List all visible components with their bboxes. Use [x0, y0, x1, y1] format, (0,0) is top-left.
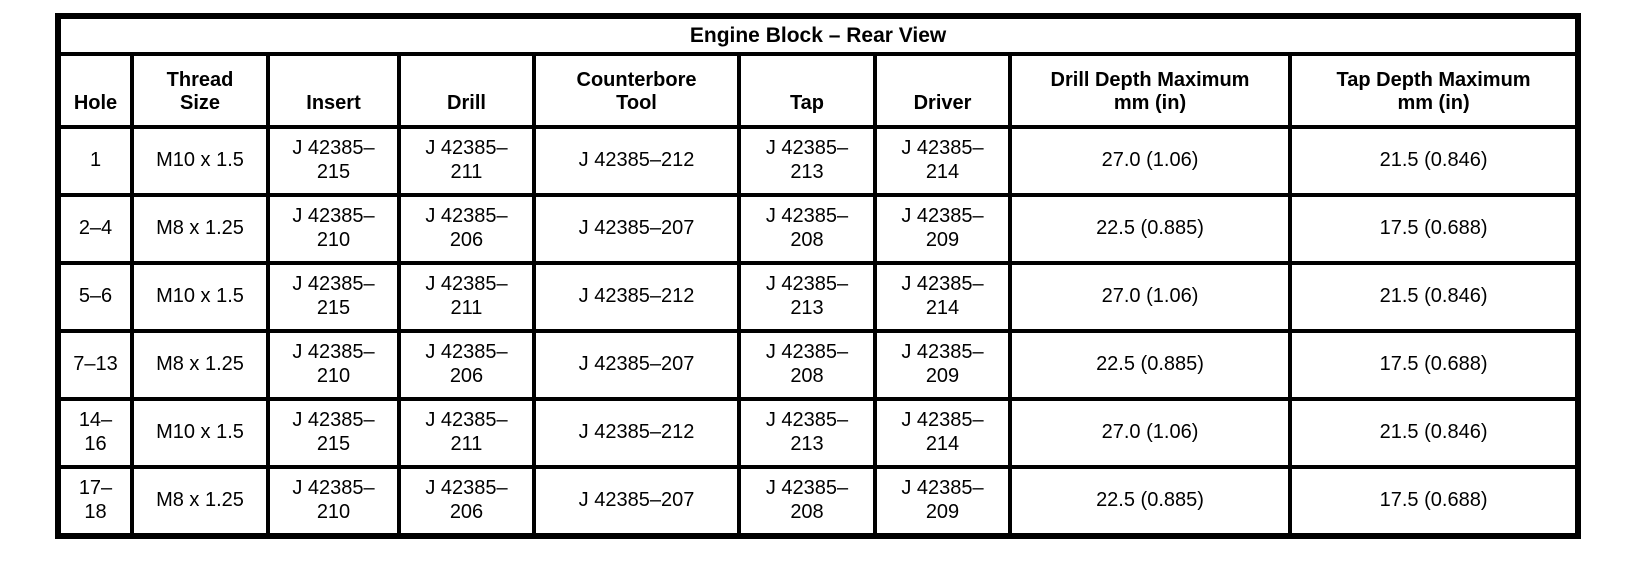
cell-tap-depth-max: 17.5 (0.688) — [1290, 467, 1578, 536]
header-row — [58, 54, 1578, 127]
cell-insert: J 42385–215 — [268, 399, 399, 467]
cell-drill: J 42385–206 — [399, 195, 534, 263]
cell-counterbore-tool: J 42385–207 — [534, 467, 739, 536]
cell-tap: J 42385–208 — [739, 467, 875, 536]
cell-drill-depth-max: 27.0 (1.06) — [1010, 399, 1290, 467]
cell-driver: J 42385–214 — [875, 399, 1010, 467]
column-header-label: Counterbore Tool — [576, 68, 697, 115]
cell-driver: J 42385–214 — [875, 127, 1010, 195]
column-header-drill-depth-max — [1010, 54, 1290, 127]
table-row — [58, 399, 1578, 467]
cell-tap-depth-max: 21.5 (0.846) — [1290, 399, 1578, 467]
cell-hole: 5–6 — [58, 263, 132, 331]
cell-thread-size: M10 x 1.5 — [132, 399, 268, 467]
column-header-tap — [739, 54, 875, 127]
cell-drill: J 42385–211 — [399, 263, 534, 331]
column-header-thread-size — [132, 54, 268, 127]
cell-drill: J 42385–211 — [399, 127, 534, 195]
cell-counterbore-tool: J 42385–207 — [534, 331, 739, 399]
column-header-driver — [875, 54, 1010, 127]
column-header-label: Tap Depth Maximum mm (in) — [1336, 68, 1531, 115]
cell-thread-size: M8 x 1.25 — [132, 331, 268, 399]
column-header-label: Drill — [447, 92, 486, 115]
table-row — [58, 331, 1578, 399]
cell-drill-depth-max: 22.5 (0.885) — [1010, 331, 1290, 399]
cell-insert: J 42385–215 — [268, 127, 399, 195]
cell-driver: J 42385–214 — [875, 263, 1010, 331]
cell-hole: 7–13 — [58, 331, 132, 399]
column-header-counterbore-tool — [534, 54, 739, 127]
cell-drill: J 42385–206 — [399, 331, 534, 399]
cell-tap: J 42385–213 — [739, 399, 875, 467]
column-header-label: Hole — [73, 92, 118, 115]
cell-hole: 17–18 — [58, 467, 132, 536]
cell-tap: J 42385–213 — [739, 127, 875, 195]
cell-thread-size: M10 x 1.5 — [132, 127, 268, 195]
cell-drill: J 42385–211 — [399, 399, 534, 467]
cell-driver: J 42385–209 — [875, 195, 1010, 263]
cell-tap-depth-max: 21.5 (0.846) — [1290, 127, 1578, 195]
column-header-label: Thread Size — [166, 68, 234, 115]
cell-thread-size: M8 x 1.25 — [132, 467, 268, 536]
cell-hole: 1 — [58, 127, 132, 195]
table-row — [58, 263, 1578, 331]
table-row — [58, 467, 1578, 536]
cell-insert: J 42385–210 — [268, 195, 399, 263]
cell-hole: 14–16 — [58, 399, 132, 467]
cell-counterbore-tool: J 42385–212 — [534, 399, 739, 467]
cell-insert: J 42385–210 — [268, 467, 399, 536]
cell-driver: J 42385–209 — [875, 331, 1010, 399]
cell-tap-depth-max: 17.5 (0.688) — [1290, 195, 1578, 263]
cell-drill-depth-max: 27.0 (1.06) — [1010, 263, 1290, 331]
engine-block-rear-view-table — [55, 13, 1581, 539]
cell-thread-size: M8 x 1.25 — [132, 195, 268, 263]
cell-counterbore-tool: J 42385–212 — [534, 263, 739, 331]
table-row — [58, 127, 1578, 195]
column-header-label: Driver — [913, 92, 972, 115]
cell-driver: J 42385–209 — [875, 467, 1010, 536]
column-header-label: Drill Depth Maximum mm (in) — [1050, 68, 1250, 115]
cell-counterbore-tool: J 42385–212 — [534, 127, 739, 195]
table-row — [58, 195, 1578, 263]
title-row — [58, 16, 1578, 54]
column-header-insert — [268, 54, 399, 127]
column-header-tap-depth-max — [1290, 54, 1578, 127]
cell-insert: J 42385–215 — [268, 263, 399, 331]
cell-counterbore-tool: J 42385–207 — [534, 195, 739, 263]
cell-tap-depth-max: 21.5 (0.846) — [1290, 263, 1578, 331]
cell-insert: J 42385–210 — [268, 331, 399, 399]
cell-tap: J 42385–208 — [739, 195, 875, 263]
table-title: Engine Block – Rear View — [58, 16, 1578, 54]
cell-drill-depth-max: 22.5 (0.885) — [1010, 467, 1290, 536]
cell-drill-depth-max: 27.0 (1.06) — [1010, 127, 1290, 195]
cell-thread-size: M10 x 1.5 — [132, 263, 268, 331]
column-header-label: Insert — [306, 92, 361, 115]
cell-tap: J 42385–208 — [739, 331, 875, 399]
column-header-hole — [58, 54, 132, 127]
cell-drill-depth-max: 22.5 (0.885) — [1010, 195, 1290, 263]
cell-drill: J 42385–206 — [399, 467, 534, 536]
cell-tap-depth-max: 17.5 (0.688) — [1290, 331, 1578, 399]
cell-tap: J 42385–213 — [739, 263, 875, 331]
column-header-label: Tap — [789, 92, 825, 115]
cell-hole: 2–4 — [58, 195, 132, 263]
column-header-drill — [399, 54, 534, 127]
table-body — [58, 127, 1578, 536]
